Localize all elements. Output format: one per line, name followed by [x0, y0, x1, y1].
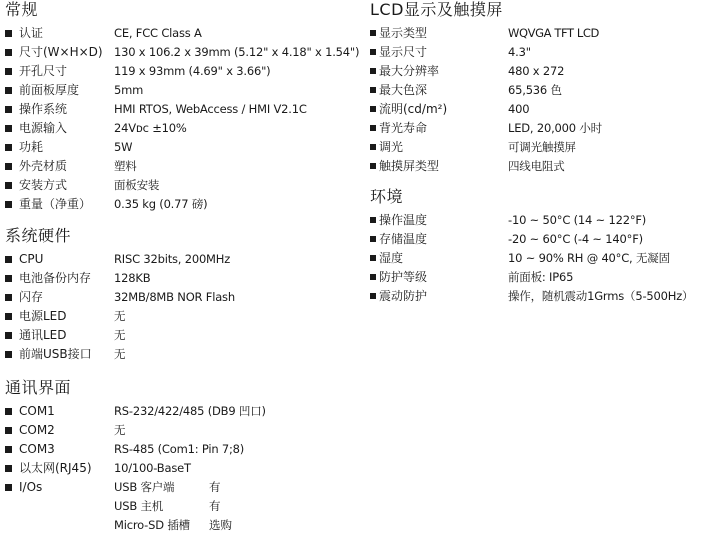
spec-value: 前面板: IP65: [508, 270, 574, 284]
square-bullet-icon: [5, 332, 12, 339]
spec-label: 功耗: [19, 140, 44, 154]
square-bullet-icon: [5, 30, 12, 37]
spec-value: USB 主机: [114, 499, 164, 513]
spec-row-power-led: [5, 307, 365, 326]
spec-value: 4.3": [508, 45, 531, 59]
spec-label: 以太网(RJ45): [19, 461, 92, 475]
spec-value: 无: [114, 309, 126, 323]
spec-value: 119 x 93mm (4.69" x 3.66"): [114, 64, 271, 78]
section-title-environment: 环境: [370, 187, 404, 206]
spec-row-flash: [5, 288, 365, 307]
spec-row-weight: [5, 195, 365, 214]
spec-row-ethernet: [5, 459, 365, 478]
section-title-lcd: LCD显示及触摸屏: [370, 0, 503, 19]
square-bullet-icon: [5, 182, 12, 189]
square-bullet-icon: [5, 106, 12, 113]
square-bullet-icon: [370, 236, 376, 242]
square-bullet-icon: [370, 293, 376, 299]
spec-value: 32MB/8MB NOR Flash: [114, 290, 235, 304]
spec-label: 流明(cd/m²): [379, 102, 448, 116]
spec-label: 认证: [19, 26, 44, 40]
spec-row-comm-led: [5, 326, 365, 345]
square-bullet-icon: [5, 201, 12, 208]
env-spec-list: [370, 211, 706, 306]
spec-label: 通讯LED: [19, 328, 67, 342]
spec-value: RISC 32bits, 200MHz: [114, 252, 231, 266]
spec-row-ios-usb-host: [5, 497, 365, 516]
spec-label: 电源输入: [19, 121, 68, 135]
spec-value: 400: [508, 102, 530, 116]
spec-value: 128KB: [114, 271, 151, 285]
spec-label: COM3: [19, 442, 55, 456]
spec-label: 电池备份内存: [19, 271, 92, 285]
square-bullet-icon: [370, 49, 376, 55]
square-bullet-icon: [5, 144, 12, 151]
spec-row-com2: [5, 421, 365, 440]
spec-label: 尺寸(W×H×D): [19, 45, 103, 59]
spec-row-color-depth: [370, 81, 706, 100]
spec-row-backlight-life: [370, 119, 706, 138]
square-bullet-icon: [370, 274, 376, 280]
spec-value: CE, FCC Class A: [114, 26, 202, 40]
spec-row-operating-temp: [370, 211, 706, 230]
spec-row-resolution: [370, 62, 706, 81]
spec-row-cpu: [5, 250, 365, 269]
square-bullet-icon: [5, 446, 12, 453]
spec-label: COM1: [19, 404, 55, 418]
spec-value: 塑料: [114, 159, 137, 173]
spec-label: 开孔尺寸: [19, 64, 68, 78]
general-spec-list: [5, 24, 365, 214]
spec-value: 10 ~ 90% RH @ 40°C, 无凝固: [508, 251, 670, 265]
spec-row-com1: [5, 402, 365, 421]
spec-row-certification: [5, 24, 365, 43]
spec-row-display-size: [370, 43, 706, 62]
spec-label: 最大分辨率: [379, 64, 440, 78]
spec-label: 闪存: [19, 290, 44, 304]
spec-label: 存储温度: [379, 232, 428, 246]
square-bullet-icon: [5, 125, 12, 132]
square-bullet-icon: [370, 163, 376, 169]
spec-label: COM2: [19, 423, 55, 437]
spec-value: 0.35 kg (0.77 磅): [114, 197, 208, 211]
square-bullet-icon: [370, 30, 376, 36]
spec-row-protection: [370, 268, 706, 287]
spec-row-brightness: [370, 100, 706, 119]
square-bullet-icon: [5, 87, 12, 94]
spec-label: 防护等级: [379, 270, 428, 284]
square-bullet-icon: [5, 294, 12, 301]
spec-row-power-input: [5, 119, 365, 138]
spec-row-panel-thickness: [5, 81, 365, 100]
spec-label: 显示尺寸: [379, 45, 428, 59]
spec-value: 24Vᴅᴄ ±10%: [114, 121, 187, 135]
spec-value: Micro-SD 插槽: [114, 518, 190, 532]
square-bullet-icon: [5, 163, 12, 170]
spec-label: 操作温度: [379, 213, 428, 227]
spec-row-front-usb: [5, 345, 365, 364]
spec-value: WQVGA TFT LCD: [508, 26, 599, 40]
square-bullet-icon: [5, 49, 12, 56]
spec-value-secondary: 选购: [209, 518, 232, 532]
spec-row-display-type: [370, 24, 706, 43]
spec-row-battery-memory: [5, 269, 365, 288]
spec-value: 65,536 色: [508, 83, 562, 97]
square-bullet-icon: [370, 106, 376, 112]
square-bullet-icon: [5, 68, 12, 75]
square-bullet-icon: [5, 484, 12, 491]
system-spec-list: [5, 250, 365, 364]
lcd-spec-list: [370, 24, 706, 176]
square-bullet-icon: [370, 255, 376, 261]
spec-value: -20 ~ 60°C (-4 ~ 140°F): [508, 232, 643, 246]
spec-label: 前端USB接口: [19, 347, 92, 361]
spec-value: USB 客户端: [114, 480, 175, 494]
section-title-system-hardware: 系统硬件: [5, 226, 72, 245]
square-bullet-icon: [5, 427, 12, 434]
spec-value: 10/100-BaseT: [114, 461, 191, 475]
section-title-general: 常规: [5, 0, 39, 19]
spec-value: 无: [114, 347, 126, 361]
spec-row-com3: [5, 440, 365, 459]
spec-row-dimensions: [5, 43, 365, 62]
spec-label: 电源LED: [19, 309, 67, 323]
spec-value: 可调光触摸屏: [508, 140, 576, 154]
square-bullet-icon: [5, 313, 12, 320]
spec-row-dimming: [370, 138, 706, 157]
square-bullet-icon: [5, 351, 12, 358]
spec-value: HMI RTOS, WebAccess / HMI V2.1C: [114, 102, 307, 116]
spec-row-cutout: [5, 62, 365, 81]
spec-label: I/Os: [19, 480, 43, 494]
square-bullet-icon: [370, 68, 376, 74]
spec-row-housing: [5, 157, 365, 176]
spec-row-ios-microsd: [5, 516, 365, 535]
spec-label: 触摸屏类型: [379, 159, 440, 173]
spec-label: 背光寿命: [379, 121, 428, 135]
spec-value: 无: [114, 423, 126, 437]
spec-row-ios: [5, 478, 365, 497]
spec-row-storage-temp: [370, 230, 706, 249]
spec-label: 外壳材质: [19, 159, 68, 173]
spec-value: RS-485 (Com1: Pin 7;8): [114, 442, 245, 456]
square-bullet-icon: [370, 87, 376, 93]
comm-spec-list: [5, 402, 365, 535]
spec-row-vibration: [370, 287, 706, 306]
spec-label: CPU: [19, 252, 44, 266]
spec-value: LED, 20,000 小时: [508, 121, 602, 135]
spec-value-secondary: 有: [209, 499, 221, 513]
spec-label: 安装方式: [19, 178, 68, 192]
spec-value: 操作，随机震动1Grms（5-500Hz）: [508, 289, 694, 303]
spec-value: -10 ~ 50°C (14 ~ 122°F): [508, 213, 647, 227]
right-column: [370, 0, 706, 306]
spec-value: 480 x 272: [508, 64, 565, 78]
square-bullet-icon: [370, 217, 376, 223]
spec-label: 重量（净重）: [19, 197, 92, 211]
spec-value: RS-232/422/485 (DB9 凹口): [114, 404, 266, 418]
section-title-communication: 通讯界面: [5, 378, 72, 397]
spec-label: 显示类型: [379, 26, 428, 40]
square-bullet-icon: [5, 465, 12, 472]
spec-value: 5W: [114, 140, 133, 154]
square-bullet-icon: [370, 144, 376, 150]
square-bullet-icon: [5, 275, 12, 282]
square-bullet-icon: [5, 408, 12, 415]
square-bullet-icon: [5, 256, 12, 263]
square-bullet-icon: [370, 125, 376, 131]
spec-row-humidity: [370, 249, 706, 268]
spec-row-mounting: [5, 176, 365, 195]
spec-row-os: [5, 100, 365, 119]
spec-label: 震动防护: [379, 289, 428, 303]
spec-label: 湿度: [379, 251, 404, 265]
spec-value: 四线电阻式: [508, 159, 565, 173]
spec-label: 最大色深: [379, 83, 428, 97]
spec-row-power-consumption: [5, 138, 365, 157]
spec-value: 无: [114, 328, 126, 342]
spec-label: 操作系统: [19, 102, 68, 116]
left-column: [5, 0, 365, 535]
spec-label: 调光: [379, 140, 404, 154]
spec-row-touch-type: [370, 157, 706, 176]
spec-value: 130 x 106.2 x 39mm (5.12" x 4.18" x 1.54"): [114, 45, 360, 59]
spec-value: 面板安装: [114, 178, 160, 192]
spec-value-secondary: 有: [209, 480, 221, 494]
spec-value: 5mm: [114, 83, 144, 97]
spec-label: 前面板厚度: [19, 83, 80, 97]
